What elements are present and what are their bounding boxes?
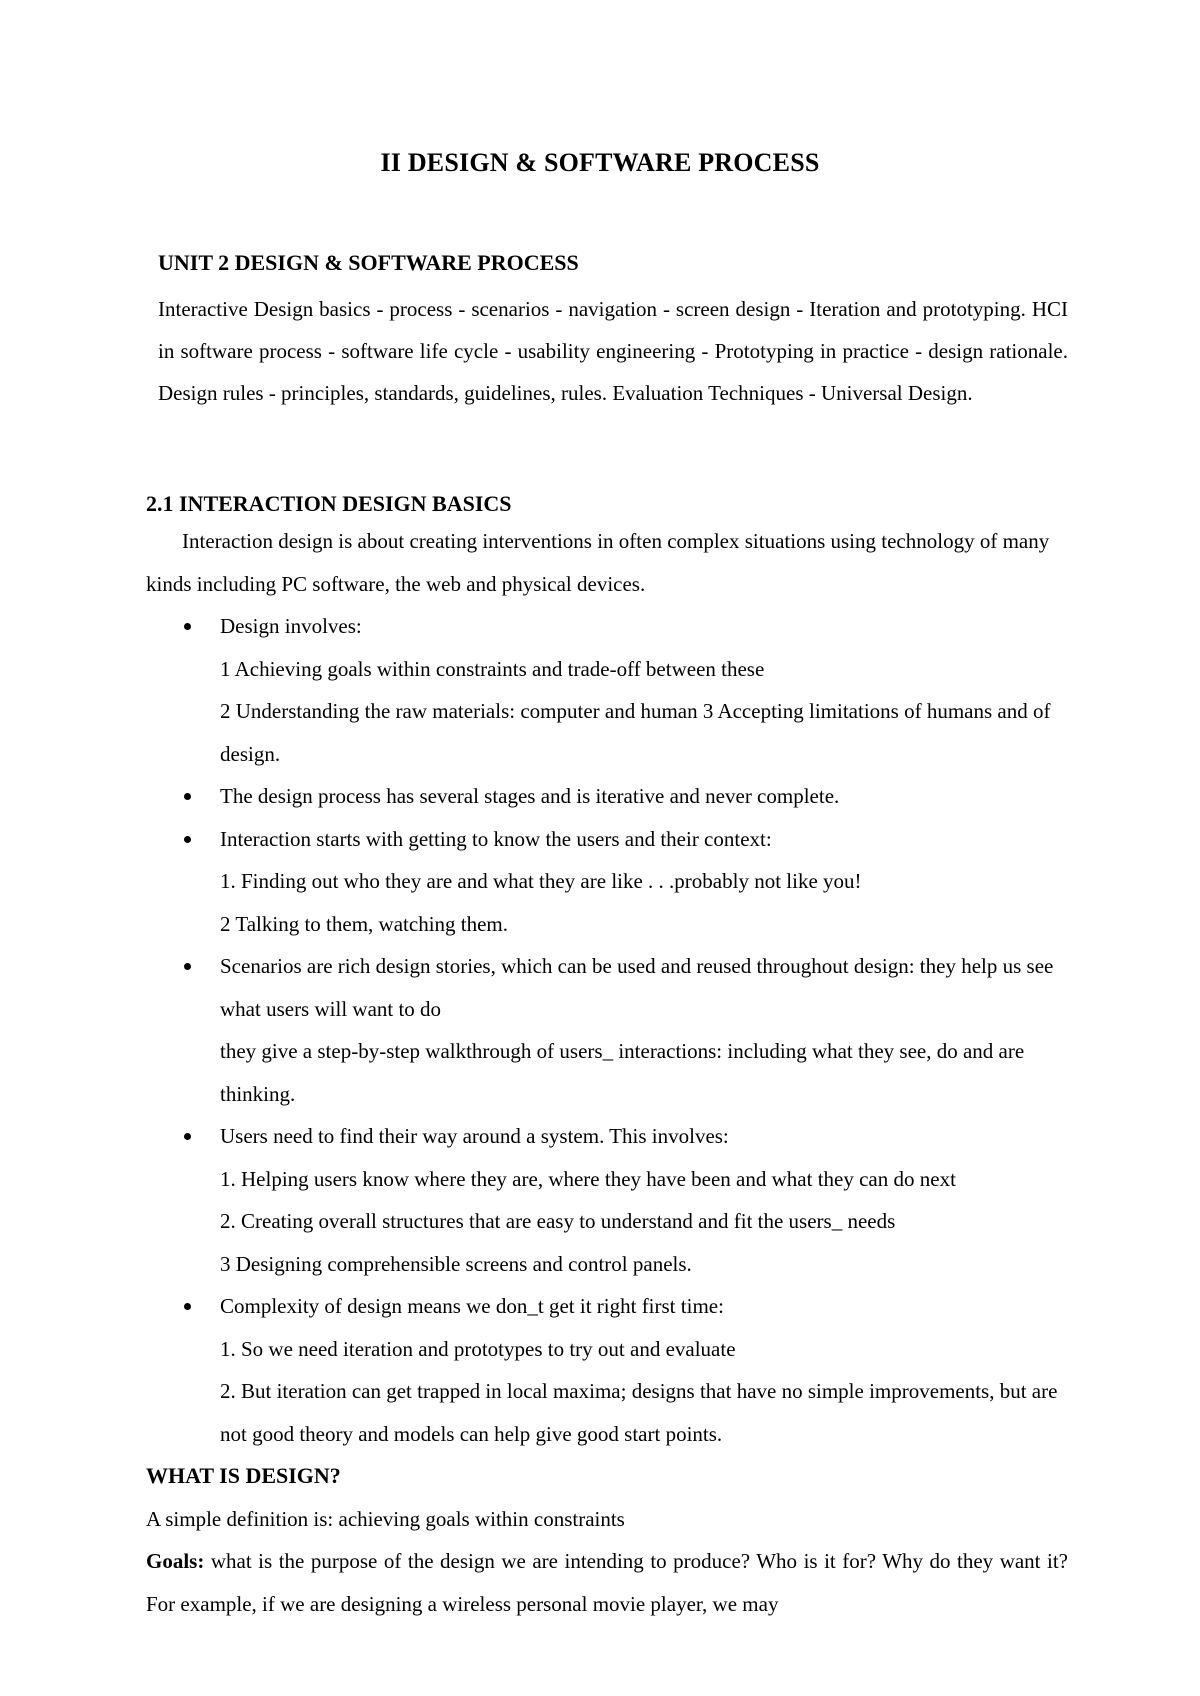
goals-label: Goals:	[146, 1549, 205, 1573]
bullet-icon	[184, 793, 191, 800]
section-intro: Interaction design is about creating interventions in often complex situations using technology of many kinds including PC software, the web and physical devices.	[146, 529, 1050, 596]
goals-paragraph	[146, 1540, 1068, 1625]
unit-heading: UNIT 2 DESIGN & SOFTWARE PROCESS	[158, 250, 579, 275]
bullet-item	[146, 818, 1068, 946]
design-definition: A simple definition is: achieving goals within constraints	[146, 1506, 625, 1531]
bullet-text: Design involves:	[220, 614, 362, 638]
sub-item: 1 Achieving goals within constraints and trade-off between these	[220, 656, 765, 681]
what-is-design-heading: WHAT IS DESIGN?	[146, 1463, 341, 1488]
bullet-text: Scenarios are rich design stories, which can be used and reused throughout design: they help us see what users will want to do	[220, 954, 1054, 1021]
bullet-text: The design process has several stages and is iterative and never complete.	[220, 784, 840, 808]
sub-item: 2 Talking to them, watching them.	[220, 911, 509, 936]
bullet-item	[146, 1115, 1068, 1285]
bullet-text: Interaction starts with getting to know the users and their context:	[220, 826, 772, 851]
bullet-icon	[184, 623, 191, 630]
bullet-item	[146, 605, 1068, 775]
sub-item: 2. Creating overall structures that are easy to understand and fit the users_ needs	[220, 1209, 896, 1233]
sub-item: 1. Finding out who they are and what they are like . . .probably not like you!	[220, 869, 862, 893]
bullet-icon	[184, 963, 191, 970]
sub-item: they give a step-by-step walkthrough of users_ interactions: including what they see, do and are thinking.	[220, 1039, 1025, 1106]
goals-text: what is the purpose of the design we are intending to produce? Who is it for? Why do they want it? For example, if we are designing a wireless personal movie player, we may	[146, 1549, 1069, 1616]
page-title: II DESIGN & SOFTWARE PROCESS	[380, 148, 820, 177]
bullet-item	[146, 945, 1068, 1115]
bullet-icon	[184, 836, 191, 843]
sub-item: 1. Helping users know where they are, where they have been and what they can do next	[220, 1166, 956, 1191]
bullet-text: Users need to find their way around a system. This involves:	[220, 1124, 729, 1148]
bullet-list	[146, 605, 1068, 1455]
section-heading: 2.1 INTERACTION DESIGN BASICS	[146, 491, 512, 516]
bullet-icon	[184, 1303, 191, 1310]
bullet-item	[146, 1285, 1068, 1455]
sub-item: 2. But iteration can get trapped in local maxima; designs that have no simple improvements, but are not good theory and models can help give good start points.	[220, 1379, 1058, 1446]
sub-item: 1. So we need iteration and prototypes to try out and evaluate	[220, 1336, 736, 1361]
sub-item: 3 Designing comprehensible screens and control panels.	[220, 1251, 692, 1276]
unit-summary	[158, 248, 1068, 415]
bullet-icon	[184, 1133, 191, 1140]
bullet-text: Complexity of design means we don_t get it right first time:	[220, 1294, 724, 1318]
bullet-item	[146, 775, 1068, 818]
main-content	[146, 488, 1068, 1625]
sub-item: 2 Understanding the raw materials: computer and human 3 Accepting limitations of humans and of design.	[220, 699, 1051, 766]
unit-syllabus-text: Interactive Design basics - process - scenarios - navigation - screen design - Iteration and prototyping. HCI in software process - software life cycle - usability engineering - Prototyping in practice - design rationale. Design rules - principles, standards, guidelines, rules. Evaluation Techniques - Universal Design.	[158, 297, 1068, 406]
